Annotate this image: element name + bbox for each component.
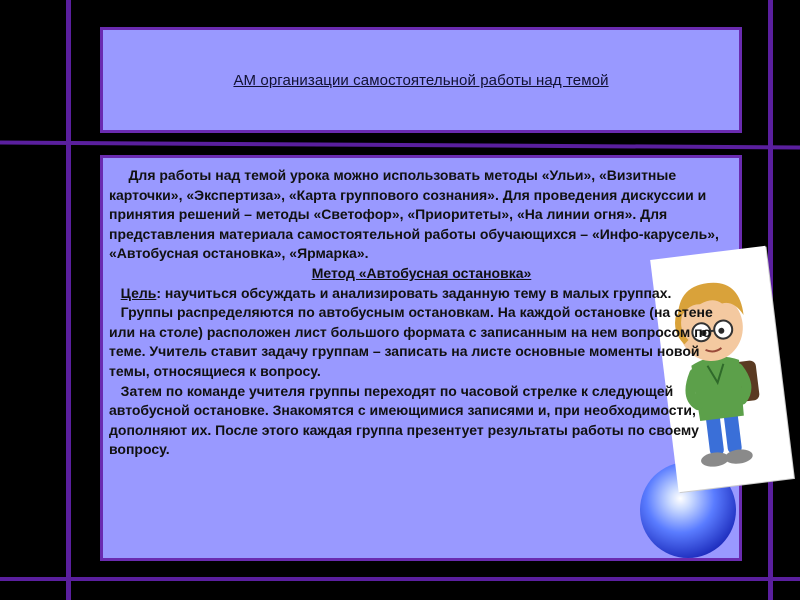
horizontal-line-top [0, 141, 800, 150]
goal-text: : научиться обсуждать и анализировать заданную тему в малых группах. [156, 284, 672, 301]
horizontal-line-bottom [0, 577, 800, 581]
title-box [100, 27, 742, 133]
intro-text: Для работы над темой урока можно использовать методы «Ульи», «Визитные карточки», «Экспертиза», «Карта группового сознания». Для проведения дискуссии и принятия решений – методы «Светофор», «Приоритеты», «На линии огня». Для представления материала самостоятельной работы обучающихся – «Инфо-карусель», «Автобусная остановка», «Ярмарка». [109, 167, 719, 262]
groups-paragraph [109, 303, 734, 381]
slide-title: АМ организации самостоятельной работы над темой [233, 71, 609, 89]
goal-label: Цель [120, 284, 157, 301]
intro-paragraph [109, 166, 734, 264]
rotation-paragraph [109, 382, 734, 460]
goal-paragraph [109, 284, 734, 304]
groups-text: Группы распределяются по автобусным остановкам. На каждой остановке (на стене или на столе) расположен лист большого формата с записанным на нем вопросом по теме. Учитель ставит задачу группам – записать на листе основные моменты новой темы, относящиеся к вопросу. [109, 304, 713, 379]
rotation-text: Затем по команде учителя группы переходят по часовой стрелке к следующей автобусной остановке. Знакомятся с имеющимися записями и, при необходимости, дополняют их. После этого каждая группа презентует результаты работы по своему вопросу. [109, 382, 699, 458]
content-text [109, 166, 734, 460]
vertical-line-left [66, 0, 71, 600]
method-heading: Метод «Автобусная остановка» [311, 264, 532, 281]
